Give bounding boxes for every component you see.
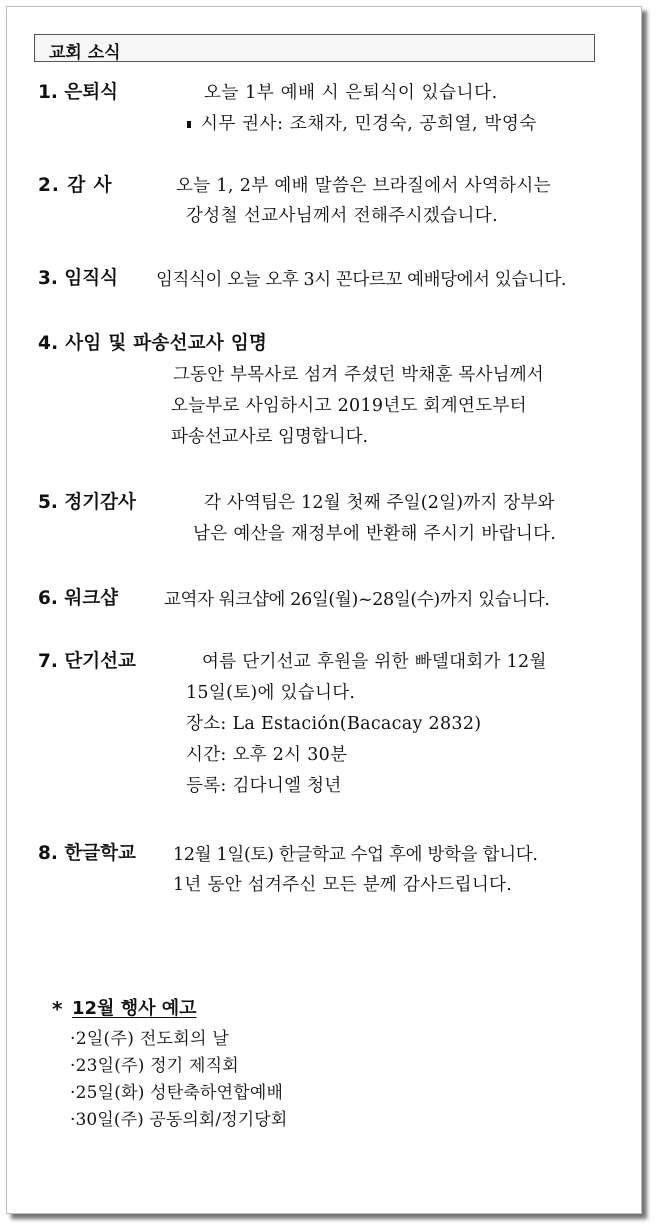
item-5-line-1: 각 사역팀은 12월 첫째 주일(2일)까지 장부와 bbox=[204, 493, 555, 513]
schedule-title: 12월 행사 예고 bbox=[72, 998, 197, 1019]
item-4-heading: 4. 사임 및 파송선교사 임명 bbox=[38, 333, 268, 354]
item-7-line-2: 15일(토)에 있습니다. bbox=[186, 683, 356, 703]
section-header bbox=[34, 34, 595, 62]
item-1-line-2: 시무 권사: 조채자, 민경숙, 공희열, 박영숙 bbox=[201, 114, 537, 134]
schedule-entry: ·30일(주) 공동의회/정기당회 bbox=[70, 1110, 288, 1130]
section-title: 교회 소식 bbox=[49, 43, 121, 63]
item-2-line-1: 오늘 1, 2부 예배 말씀은 브라질에서 사역하시는 bbox=[176, 176, 551, 196]
item-2-heading: 2. 감 사 bbox=[38, 175, 113, 196]
item-7-heading: 7. 단기선교 bbox=[38, 651, 136, 672]
item-8-line-2: 1년 동안 섬겨주신 모든 분께 감사드립니다. bbox=[173, 875, 513, 895]
item-5-heading: 5. 정기감사 bbox=[38, 492, 136, 513]
item-6-line-1: 교역자 워크샵에 26일(월)~28일(수)까지 있습니다. bbox=[164, 590, 550, 610]
item-7-line-3: 장소: La Estación(Bacacay 2832) bbox=[186, 714, 482, 734]
item-8-heading: 8. 한글학교 bbox=[38, 843, 136, 864]
item-3-line-1: 임직식이 오늘 오후 3시 꼰다르꼬 예배당에서 있습니다. bbox=[156, 270, 566, 290]
bullet-icon bbox=[187, 121, 191, 128]
item-4-line-2: 오늘부로 사임하시고 2019년도 회계연도부터 bbox=[171, 396, 527, 416]
item-6-heading: 6. 워크샵 bbox=[38, 588, 118, 609]
item-7-line-4: 시간: 오후 2시 30분 bbox=[186, 745, 348, 765]
item-4-line-3: 파송선교사로 임명합니다. bbox=[171, 427, 369, 447]
item-7-line-5: 등록: 김다니엘 청년 bbox=[186, 776, 342, 796]
item-2-line-2: 강성철 선교사님께서 전해주시겠습니다. bbox=[186, 206, 499, 226]
item-8-line-1: 12월 1일(토) 한글학교 수업 후에 방학을 합니다. bbox=[173, 845, 538, 865]
item-1-heading: 1. 은퇴식 bbox=[38, 82, 118, 103]
item-3-heading: 3. 임직식 bbox=[38, 268, 118, 289]
item-5-line-2: 남은 예산을 재정부에 반환해 주시기 바랍니다. bbox=[193, 524, 557, 544]
schedule-marker: * bbox=[52, 997, 63, 1021]
schedule-entry: ·23일(주) 정기 제직회 bbox=[70, 1056, 239, 1076]
item-7-line-1: 여름 단기선교 후원을 위한 빠델대회가 12월 bbox=[202, 652, 547, 672]
item-1-line-1: 오늘 1부 예배 시 은퇴식이 있습니다. bbox=[204, 83, 498, 103]
item-4-line-1: 그동안 부목사로 섬겨 주셨던 박채훈 목사님께서 bbox=[173, 365, 544, 385]
schedule-entry: ·2일(주) 전도회의 날 bbox=[70, 1029, 230, 1049]
schedule-entry: ·25일(화) 성탄축하연합예배 bbox=[70, 1083, 284, 1103]
